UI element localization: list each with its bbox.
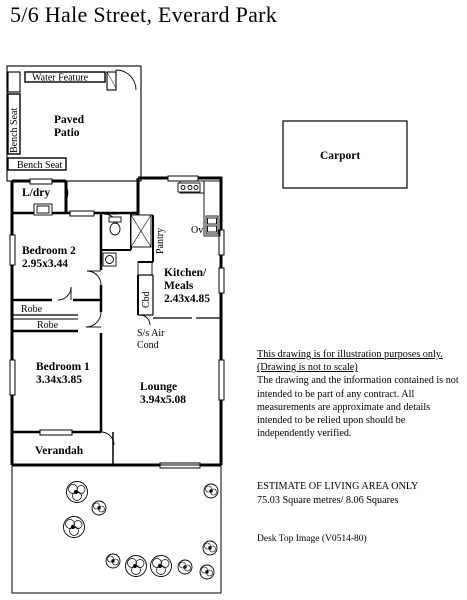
lounge-name: Lounge xyxy=(140,381,178,393)
paved-label: Paved xyxy=(54,114,85,126)
bench-seat-horizontal-label: Bench Seat xyxy=(17,160,63,171)
bedroom2-size: 2.95x3.44 xyxy=(22,258,68,270)
bench-seat-vertical-label: Bench Seat xyxy=(9,107,20,153)
image-code: Desk Top Image (V0514-80) xyxy=(257,534,367,544)
water-feature-label: Water Feature xyxy=(32,72,89,84)
kitchen-name: Kitchen/ xyxy=(164,267,207,279)
disclaimer xyxy=(257,348,462,440)
lounge-size: 3.94x5.08 xyxy=(140,394,186,406)
laundry-label: L/dry xyxy=(22,187,51,199)
kitchen-name-2: Meals xyxy=(164,280,194,292)
bedroom1-name: Bedroom 1 xyxy=(36,361,90,373)
robe-label-2: Robe xyxy=(37,320,59,331)
carport-label: Carport xyxy=(320,150,361,162)
page-title: 5/6 Hale Street, Everard Park xyxy=(10,2,278,27)
pantry-label: Pantry xyxy=(155,227,166,254)
estimate-heading: ESTIMATE OF LIVING AREA ONLY xyxy=(257,481,419,492)
air-cond-label-2: Cond xyxy=(137,340,159,351)
robe-label-1: Robe xyxy=(21,304,43,315)
disclaimer-body: The drawing and the information contained is not intended to be part of any contract. All measurements are approximate and details intended to be relied upon should be independently verified. xyxy=(257,375,459,440)
disclaimer-line-2: (Drawing is not to scale) xyxy=(257,362,358,374)
estimate-value: 75.03 Square metres/ 8.06 Squares xyxy=(257,494,399,506)
living-area-estimate xyxy=(257,480,418,507)
patio-label: Patio xyxy=(54,127,80,139)
oven-label: Ov xyxy=(191,225,204,236)
bedroom2-name: Bedroom 2 xyxy=(22,245,76,257)
kitchen-size: 2.43x4.85 xyxy=(164,293,210,305)
bedroom1-size: 3.34x3.85 xyxy=(36,374,82,386)
air-cond-label-1: S/s Air xyxy=(137,328,165,339)
verandah-label: Verandah xyxy=(35,445,84,457)
cupboard-label: Cbd xyxy=(141,291,152,308)
disclaimer-line-1: This drawing is for illustration purposes only. xyxy=(257,349,443,360)
garden xyxy=(12,465,221,593)
